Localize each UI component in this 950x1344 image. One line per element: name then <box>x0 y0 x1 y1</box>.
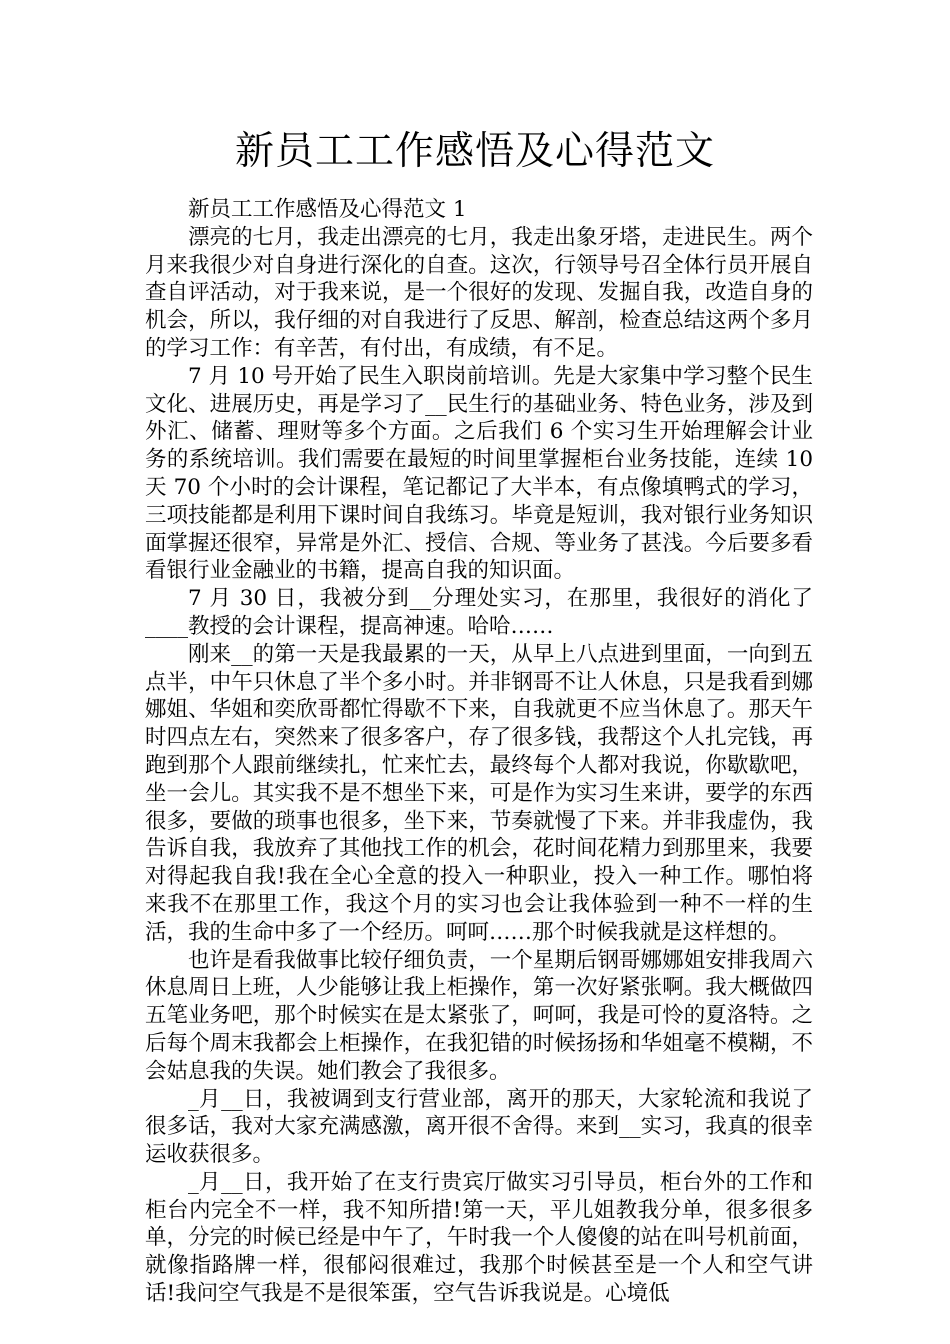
paragraph: 7 月 30 日，我被分到__分理处实习，在那里，我很好的消化了____教授的会计课程，提高神速。哈哈…… <box>145 586 813 639</box>
section-heading: 新员工工作感悟及心得范文 1 <box>188 197 467 222</box>
paragraph: _月__日，我开始了在支行贵宾厅做实习引导员，柜台外的工作和柜台内完全不一样，我不知所措!第一天，平儿姐教我分单，很多很多单，分完的时候已经是中午了，午时我一个人傻傻的站在叫号机前面，就像指路牌一样，很郁闷很难过，我那个时候甚至是一个人和空气讲话!我问空气我是不是很笨蛋，空气告诉我说是。心境低 <box>145 1169 813 1307</box>
paragraph: 刚来__的第一天是我最累的一天，从早上八点进到里面，一向到五点半，中午只休息了半个多小时。并非钢哥不让人休息，只是我看到娜娜姐、华姐和奕欣哥都忙得歇不下来，自我就更不应当休息了。那天午时四点左右，突然来了很多客户，存了很多钱，我帮这个人扎完钱，再跑到那个人跟前继续扎，忙来忙去，最终每个人都对我说，你歇歇吧，坐一会儿。其实我不是不想坐下来，可是作为实习生来讲，要学的东西很多，要做的琐事也很多，坐下来，节奏就慢了下来。并非我虚伪，我告诉自我，我放弃了其他找工作的机会，花时间花精力到那里来，我要对得起我自我!我在全心全意的投入一种职业，投入一种工作。哪怕将来我不在那里工作，我这个月的实习也会让我体验到一种不一样的生活，我的生命中多了一个经历。呵呵……那个时候我就是这样想的。 <box>145 641 813 945</box>
paragraph: 也许是看我做事比较仔细负责，一个星期后钢哥娜娜姐安排我周六休息周日上班，人少能够让我上柜操作，第一次好紧张啊。我大概做四五笔业务吧，那个时候实在是太紧张了，呵呵，我是可怜的夏洛特。之后每个周末我都会上柜操作，在我犯错的时候扬扬和华姐毫不模糊，不会姑息我的失误。她们教会了我很多。 <box>145 947 813 1084</box>
paragraph: 漂亮的七月，我走出漂亮的七月，我走出象牙塔，走进民生。两个月来我很少对自身进行深化的自查。这次，行领导号召全体行员开展自查自评活动，对于我来说，是一个很好的发现、发掘自我，改造自身的机会，所以，我仔细的对自我进行了反思、解剖，检查总结这两个多月的学习工作：有辛苦，有付出，有成绩，有不足。 <box>145 224 813 361</box>
paragraph: _月__日，我被调到支行营业部，离开的那天，大家轮流和我说了很多话，我对大家充满感激，离开很不舍得。来到__实习，我真的很幸运收获很多。 <box>145 1086 813 1168</box>
paragraph: 7 月 10 号开始了民生入职岗前培训。先是大家集中学习整个民生文化、进展历史，再是学习了__民生行的基础业务、特色业务，涉及到外汇、储蓄、理财等多个方面。之后我们 6 个实习生开始理解会计业务的系统培训。我们需要在最短的时间里掌握柜台业务技能，连续 10 天 70 个小时的会计课程，笔记都记了大半本，有点像填鸭式的学习，三项技能都是利用下课时间自我练习。毕竟是短训，我对银行业务知识面掌握还很窄，异常是外汇、授信、合规、等业务了甚浅。今后要多看看银行业金融业的书籍，提高自我的知识面。 <box>145 363 813 584</box>
document-title: 新员工工作感悟及心得范文 <box>234 129 715 174</box>
document-body <box>145 196 813 1308</box>
